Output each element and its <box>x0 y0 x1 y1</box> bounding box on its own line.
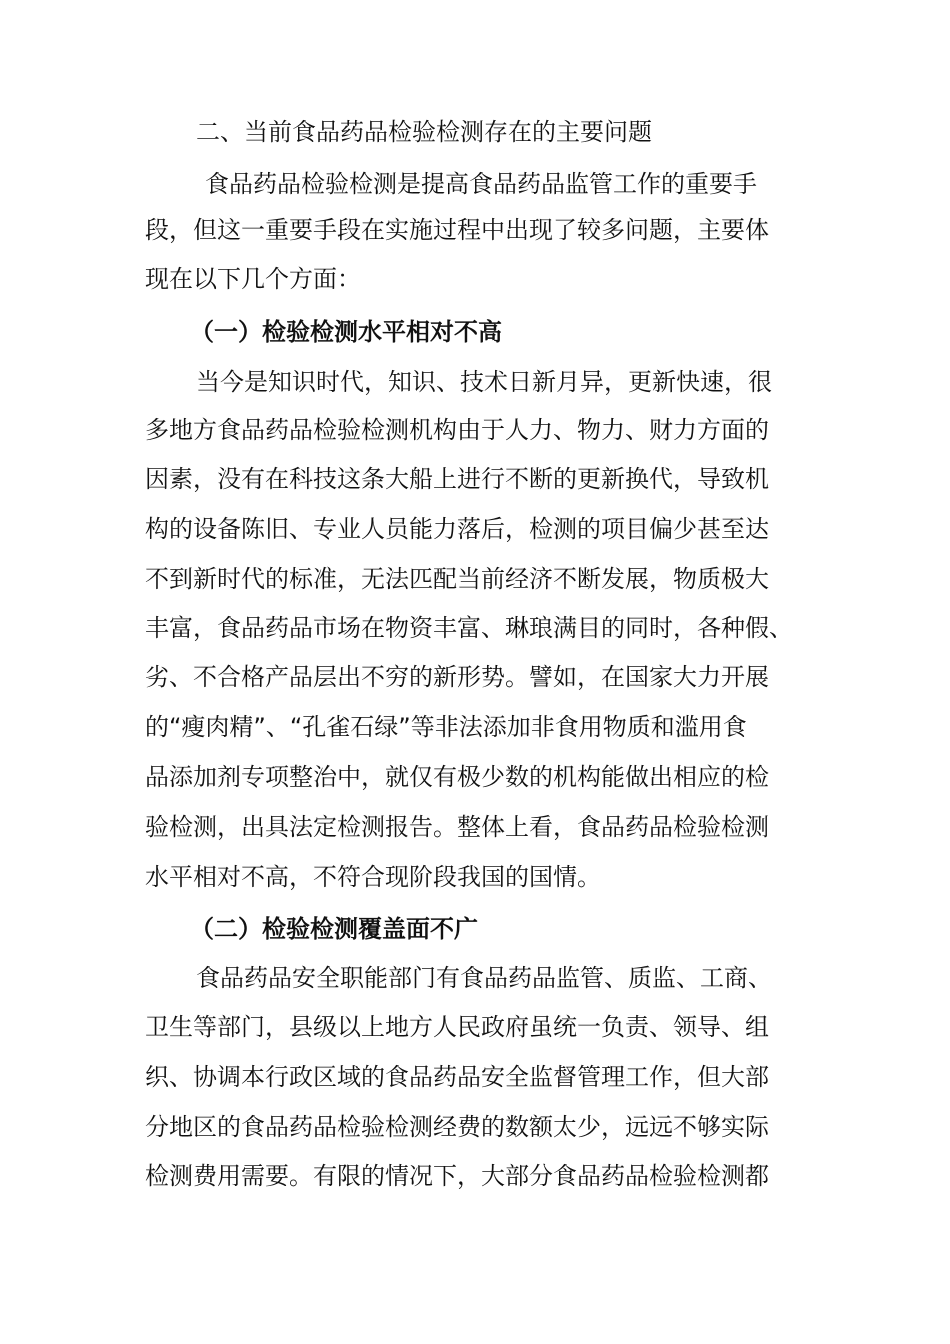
intro-line-2: 段，但这一重要手段在实施过程中出现了较多问题，主要体 <box>145 216 769 244</box>
subsection-1-line-2: 多地方食品药品检验检测机构由于人力、物力、财力方面的 <box>145 416 769 444</box>
subsection-2-line-4: 分地区的食品药品检验检测经费的数额太少，远远不够实际 <box>145 1113 769 1141</box>
subsection-1-line-9: 品添加剂专项整治中，就仅有极少数的机构能做出相应的检 <box>145 763 769 791</box>
intro-line-3: 现在以下几个方面： <box>145 265 361 293</box>
subsection-1-line-1: 当今是知识时代，知识、技术日新月异，更新快速，很 <box>196 368 772 396</box>
subsection-2-line-2: 卫生等部门，县级以上地方人民政府虽统一负责、领导、组 <box>145 1013 769 1041</box>
section-title: 二、当前食品药品检验检测存在的主要问题 <box>196 118 652 146</box>
subsection-1-line-6: 丰富，食品药品市场在物资丰富、琳琅满目的同时，各种假、 <box>145 614 793 642</box>
subsection-1-line-8: 的“瘦肉精”、“孔雀石绿”等非法添加非食用物质和滥用食 <box>145 713 747 741</box>
subsection-1-heading: （一）检验检测水平相对不高 <box>190 318 502 346</box>
subsection-2-line-5: 检测费用需要。有限的情况下，大部分食品药品检验检测都 <box>145 1162 769 1190</box>
intro-line-1: 食品药品检验检测是提高食品药品监管工作的重要手 <box>205 170 757 198</box>
subsection-1-line-7: 劣、不合格产品层出不穷的新形势。譬如，在国家大力开展 <box>145 663 769 691</box>
subsection-1-line-5: 不到新时代的标准，无法匹配当前经济不断发展，物质极大 <box>145 565 769 593</box>
subsection-1-line-10: 验检测，出具法定检测报告。整体上看，食品药品检验检测 <box>145 813 769 841</box>
subsection-1-line-3: 因素，没有在科技这条大船上进行不断的更新换代，导致机 <box>145 465 769 493</box>
subsection-2-heading: （二）检验检测覆盖面不广 <box>190 915 478 943</box>
subsection-2-line-3: 织、协调本行政区域的食品药品安全监督管理工作，但大部 <box>145 1063 769 1091</box>
subsection-2-line-1: 食品药品安全职能部门有食品药品监管、质监、工商、 <box>196 964 772 992</box>
subsection-1-line-4: 构的设备陈旧、专业人员能力落后，检测的项目偏少甚至达 <box>145 515 769 543</box>
subsection-1-line-11: 水平相对不高，不符合现阶段我国的国情。 <box>145 863 601 891</box>
